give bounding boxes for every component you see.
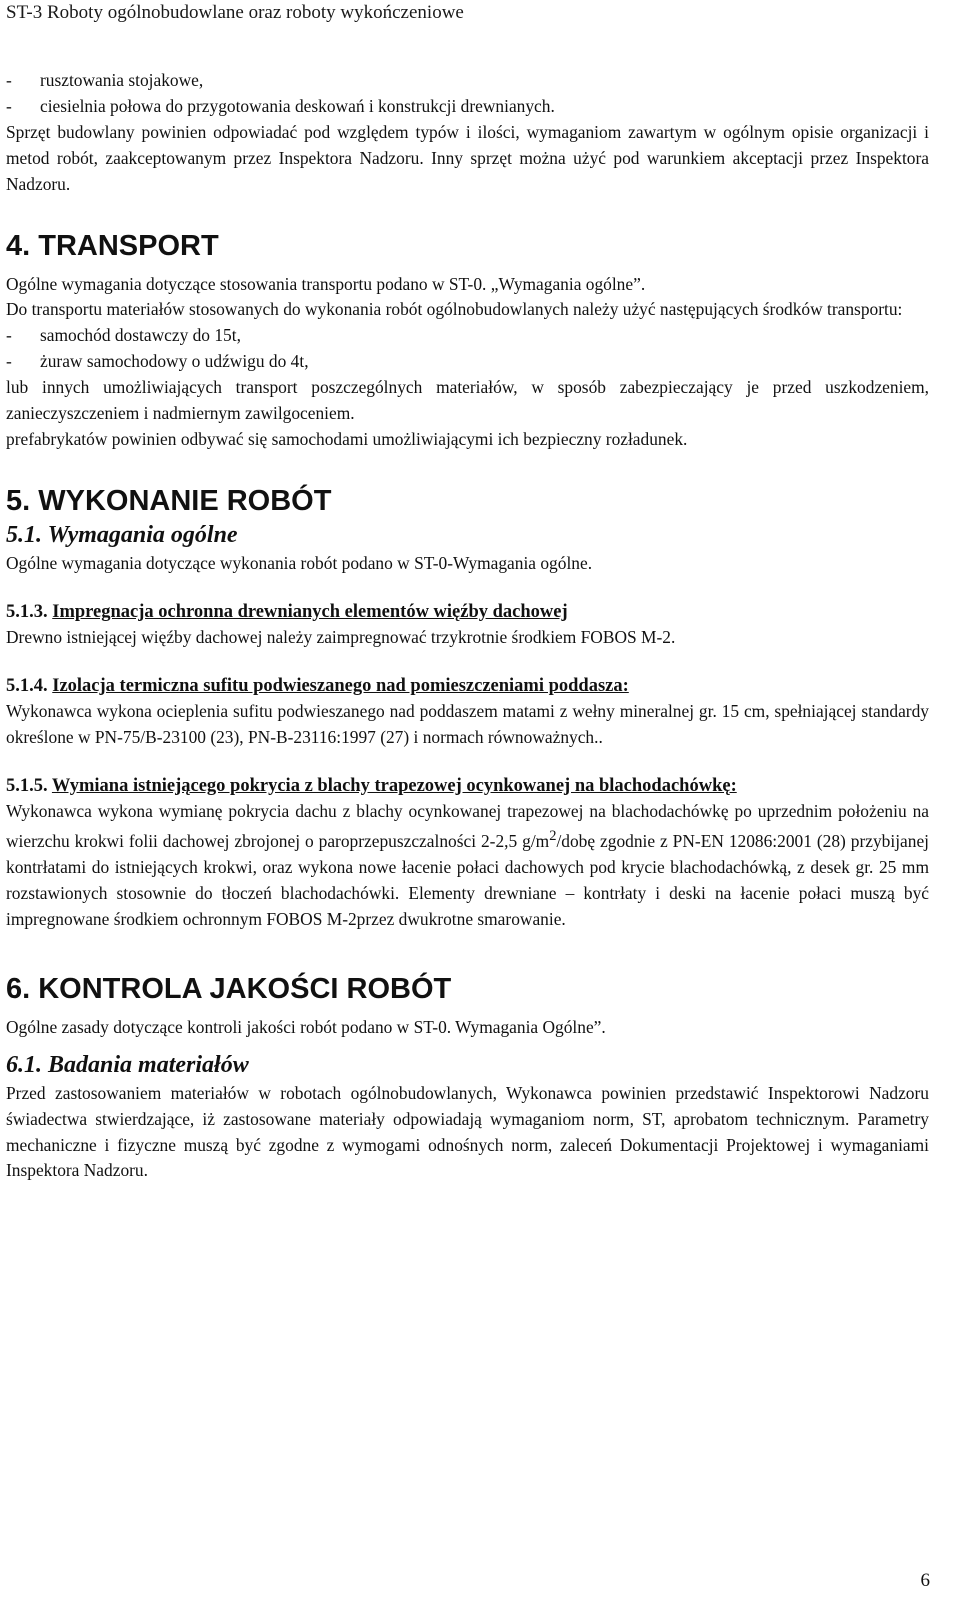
- page-header: ST-3 Roboty ogólnobudowlane oraz roboty wykończeniowe: [6, 2, 464, 23]
- list-item-text: ciesielnia połowa do przygotowania deskowań i konstrukcji drewnianych.: [40, 95, 555, 116]
- paragraph-transport-general: Ogólne wymagania dotyczące stosowania transportu podano w ST-0. „Wymagania ogólne”.: [6, 273, 646, 294]
- paragraph-materials-testing: Przed zastosowaniem materiałów w robotach ogólnobudowlanych, Wykonawca powinien przedstawić Inspektorowi Nadzoru świadectwa stwierdzające, iż zastosowane materiały odpowiadają wymaganiom norm, ST, aprobatom technicznym. Parametry mechaniczne i fizyczne muszą być zgodne z wymogami odnośnych norm, zaleceń Dokumentacji Projektowej i wymaganiami Inspektora Nadzoru.: [6, 1082, 929, 1181]
- list-item: - samochód dostawczy do 15t,: [6, 325, 241, 346]
- paragraph-impregnation: Drewno istniejącej więźby dachowej należy zaimpregnować trzykrotnie środkiem FOBOS M-2.: [6, 626, 676, 647]
- paragraph-insulation: Wykonawca wykona ocieplenia sufitu podwieszanego nad poddaszem matami z wełny mineralnej gr. 15 cm, spełniającej standardy określone w PN-75/B-23100 (23), PN-B-23116:1997 (27) i normach równoważnych..: [6, 700, 929, 747]
- paragraph-prefab: prefabrykatów powinien odbywać się samochodami umożliwiającymi ich bezpieczny rozładunek.: [6, 428, 688, 449]
- list-item: - żuraw samochodowy o udźwigu do 4t,: [6, 351, 309, 372]
- section-heading-transport: 4. TRANSPORT: [6, 229, 219, 262]
- list-item-text: rusztowania stojakowe,: [40, 70, 204, 90]
- subsection-heading-6-1: 6.1. Badania materiałów: [6, 1051, 249, 1078]
- section-heading-execution: 5. WYKONANIE ROBÓT: [6, 484, 332, 517]
- paragraph-quality-general: Ogólne zasady dotyczące kontroli jakości robót podano w ST-0. Wymagania Ogólne”.: [6, 1016, 606, 1037]
- subsection-heading-5-1-3: 5.1.3. Impregnacja ochronna drewnianych elementów więźby dachowej: [6, 601, 568, 622]
- page-number: 6: [920, 1570, 930, 1591]
- document-body: [6, 68, 929, 1184]
- paragraph-transport-other: lub innych umożliwiających transport poszczególnych materiałów, w sposób zabezpieczający je przed uszkodzeniem, zanieczyszczeniem i nadmiernym zawilgoceniem.: [6, 377, 929, 424]
- subsection-heading-5-1-4: 5.1.4. Izolacja termiczna sufitu podwieszanego nad pomieszczeniami poddasza:: [6, 675, 629, 696]
- section-heading-quality: 6. KONTROLA JAKOŚCI ROBÓT: [6, 972, 452, 1005]
- subsection-heading-5-1: 5.1. Wymagania ogólne: [6, 521, 238, 548]
- paragraph-equipment: Sprzęt budowlany powinien odpowiadać pod względem typów i ilości, wymaganiom zawartym w ogólnym opisie organizacji i metod robót, zaakceptowanym przez Inspektora Nadzoru. Inny sprzęt można użyć pod warunkiem akceptacji przez Inspektora Nadzoru.: [6, 121, 929, 194]
- paragraph-transport-means: Do transportu materiałów stosowanych do wykonania robót ogólnobudowlanych należy użyć następujących środków transportu:: [6, 299, 903, 320]
- paragraph-execution-general: Ogólne wymagania dotyczące wykonania robót podano w ST-0-Wymagania ogólne.: [6, 552, 593, 573]
- paragraph-roofing: Wykonawca wykona wymianę pokrycia dachu z blachy ocynkowanej trapezowej na blachodachówkę po uprzednim położeniu na wierzchu krokwi folii dachowej zbrojonej o paroprzepuszczalności 2-2,5 $g/m^2$/dobę zgodnie z PN-EN 12086:2001 (28) przybijanej kontrłatami do istniejących krokwi, oraz wykona nowe łacenie połaci dachowych pod krycie blachodachówką, z desek gr. 25 mm rozstawionych stosownie do tłoczeń blachodachówki. Elementy drewniane – kontrłaty i deski na łacenie połaci muszą być impregnowane środkiem ochronnym FOBOS M-2przez dwukrotne smarowanie.: [6, 800, 929, 929]
- list-item: - ciesielnia połowa do przygotowania deskowań i konstrukcji drewnianych.: [6, 95, 555, 116]
- list-item-text: żuraw samochodowy o udźwigu do 4t,: [40, 351, 309, 372]
- list-item: - rusztowania stojakowe,: [6, 70, 204, 90]
- list-item-text: samochód dostawczy do 15t,: [40, 325, 241, 346]
- subsection-heading-5-1-5: 5.1.5. Wymiana istniejącego pokrycia z blachy trapezowej ocynkowanej na blachodachówkę:: [6, 775, 737, 796]
